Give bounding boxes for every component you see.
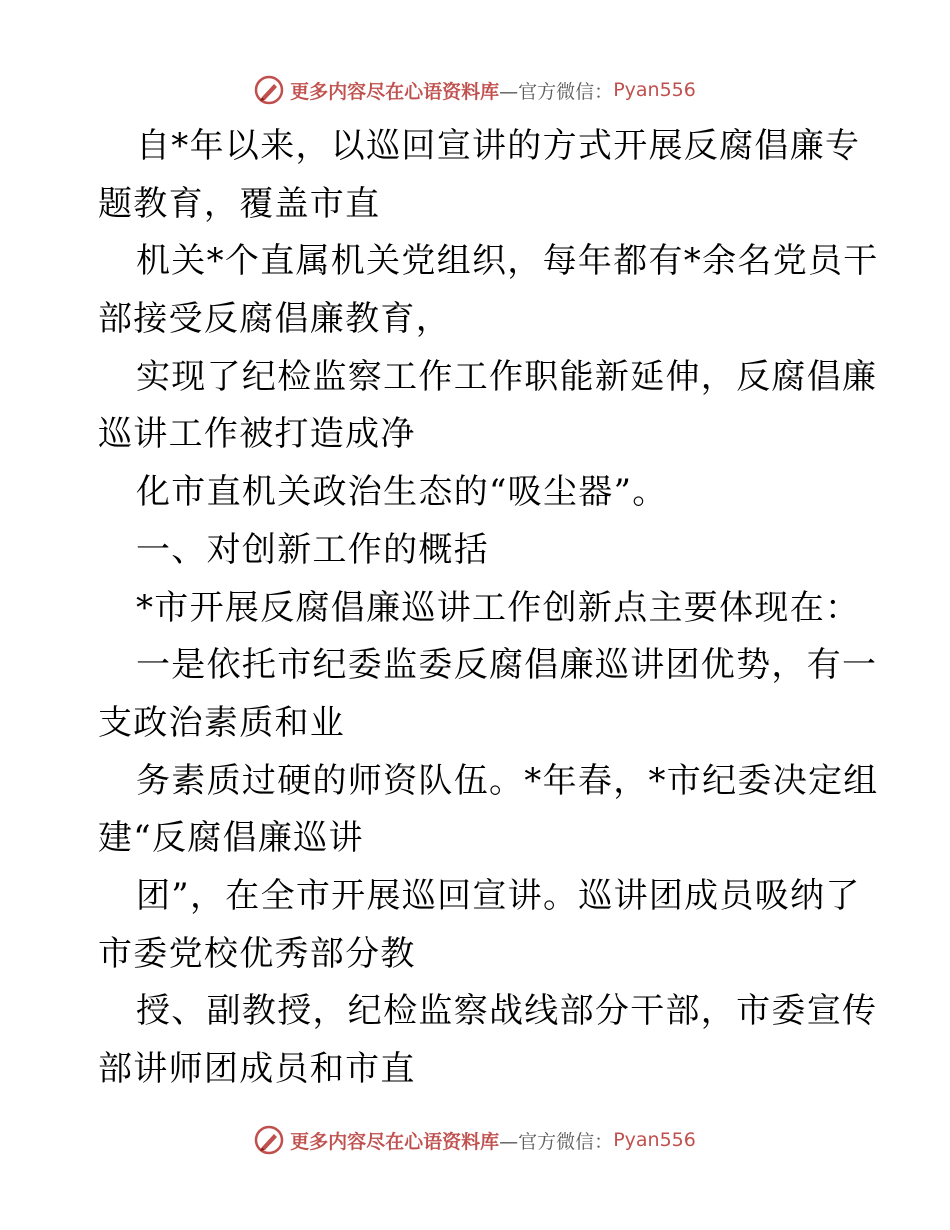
watermark-red-text: 更多内容尽在心语资料库 — [290, 1130, 500, 1153]
pen-logo-icon — [254, 75, 284, 105]
text-line: 支政治素质和业 — [98, 702, 346, 743]
text-line: 部讲师团成员和市直 — [98, 1049, 416, 1089]
text-line: 实现了纪检监察工作工作职能新延伸，反腐倡廉 — [136, 356, 878, 397]
text-line: 部接受反腐倡廉教育， — [98, 299, 451, 340]
document-body — [98, 118, 879, 1099]
pen-logo-icon — [254, 1125, 284, 1155]
watermark-red-text: 更多内容尽在心语资料库 — [290, 80, 500, 103]
text-line: 一是依托市纪委监委反腐倡廉巡讲团优势，有一 — [136, 645, 878, 686]
text-line: 授、副教授，纪检监察战线部分干部，市委宣传 — [136, 991, 878, 1032]
watermark-gray-text: —官方微信： — [499, 1130, 614, 1153]
text-line: 机关*个直属机关党组织，每年都有*余名党员干 — [136, 241, 879, 282]
text-line: 巡讲工作被打造成净 — [98, 414, 416, 455]
text-line: 题教育，覆盖市直 — [98, 183, 381, 224]
text-line: 务素质过硬的师资队伍。*年春，*市纪委决定组 — [136, 760, 879, 801]
header-watermark-banner — [0, 70, 950, 110]
section-heading: 一、对创新工作的概括 — [136, 529, 489, 570]
watermark-brand-text: Pyan556 — [613, 1129, 696, 1151]
text-line: 团”，在全市开展巡回宣讲。巡讲团成员吸纳了 — [136, 875, 861, 916]
text-line: 建“反腐倡廉巡讲 — [98, 818, 364, 859]
watermark-gray-text: —官方微信： — [499, 80, 614, 103]
text-line: 市委党校优秀部分教 — [98, 933, 416, 974]
text-line: *市开展反腐倡廉巡讲工作创新点主要体现在： — [136, 587, 861, 628]
text-line: 自*年以来，以巡回宣讲的方式开展反腐倡廉专 — [136, 126, 861, 166]
footer-watermark-banner — [0, 1120, 950, 1160]
text-line: 化市直机关政治生态的“吸尘器”。 — [136, 472, 668, 513]
watermark-brand-text: Pyan556 — [613, 79, 696, 101]
